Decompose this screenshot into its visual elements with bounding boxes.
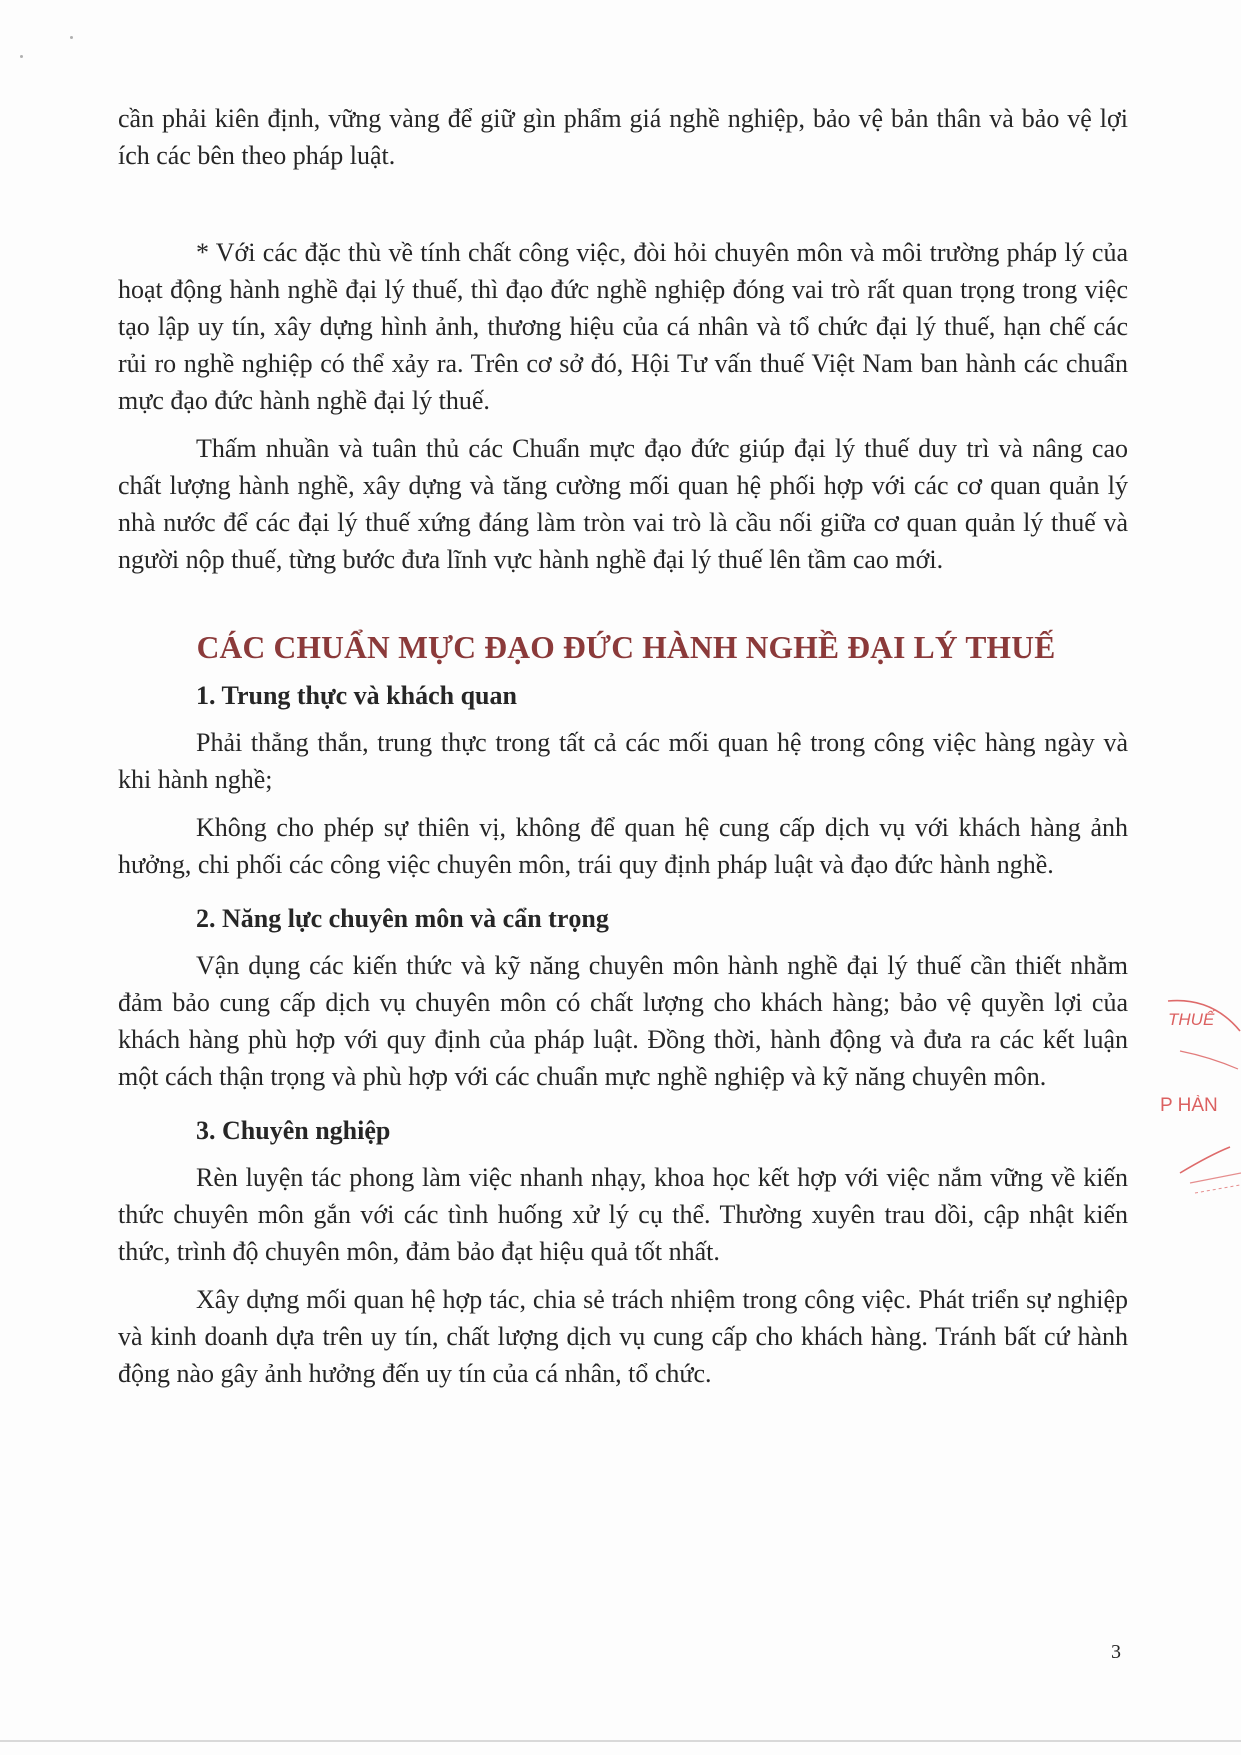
scan-speck	[20, 55, 23, 58]
section-heading-competence: 2. Năng lực chuyên môn và cẩn trọng	[196, 904, 609, 933]
red-stamp-partial	[1150, 995, 1241, 1235]
paragraph-intro-continued: cần phải kiên định, vững vàng để giữ gìn phẩm giá nghề nghiệp, bảo vệ bản thân và bảo vệ lợi ích các bên theo pháp luật.	[118, 104, 1128, 170]
page-bottom-edge	[0, 1740, 1241, 1742]
section-2-paragraph-1: Vận dụng các kiến thức và kỹ năng chuyên môn hành nghề đại lý thuế cần thiết nhằm đảm bảo cung cấp dịch vụ chuyên môn có chất lượng cho khách hàng; bảo vệ quyền lợi của khách hàng phù hợp với quy định của pháp luật. Đồng thời, hành động và đưa ra các kết luận một cách thận trọng và phù hợp với các chuẩn mực nghề nghiệp và kỹ năng chuyên môn.	[118, 951, 1128, 1091]
stamp-text-top: THUẾ	[1168, 1010, 1215, 1029]
page-content	[118, 100, 1128, 1392]
section-3-paragraph-1: Rèn luyện tác phong làm việc nhanh nhạy, khoa học kết hợp với việc nắm vững về kiến thức chuyên môn gắn với các tình huống xử lý cụ thể. Thường xuyên trau dồi, cập nhật kiến thức, trình độ chuyên môn, đảm bảo đạt hiệu quả tốt nhất.	[118, 1163, 1128, 1266]
stamp-text-mid: P HÀN	[1160, 1095, 1218, 1116]
section-1-paragraph-2: Không cho phép sự thiên vị, không để quan hệ cung cấp dịch vụ với khách hàng ảnh hưởng, chi phối các công việc chuyên môn, trái quy định pháp luật và đạo đức hành nghề.	[118, 813, 1128, 879]
paragraph-purpose: Thấm nhuần và tuân thủ các Chuẩn mực đạo đức giúp đại lý thuế duy trì và nâng cao chất lượng hành nghề, xây dựng và tăng cường mối quan hệ phối hợp với các cơ quan quản lý nhà nước để các đại lý thuế xứng đáng làm tròn vai trò là cầu nối giữa cơ quan quản lý thuế và người nộp thuế, từng bước đưa lĩnh vực hành nghề đại lý thuế lên tầm cao mới.	[118, 434, 1128, 574]
section-3-paragraph-2: Xây dựng mối quan hệ hợp tác, chia sẻ trách nhiệm trong công việc. Phát triển sự nghiệp và kinh doanh dựa trên uy tín, chất lượng dịch vụ cung cấp cho khách hàng. Tránh bất cứ hành động nào gây ảnh hưởng đến uy tín của cá nhân, tổ chức.	[118, 1285, 1128, 1388]
section-title: CÁC CHUẨN MỰC ĐẠO ĐỨC HÀNH NGHỀ ĐẠI LÝ THUẾ	[196, 630, 1056, 665]
section-heading-professionalism: 3. Chuyên nghiệp	[196, 1116, 391, 1145]
paragraph-context: * Với các đặc thù về tính chất công việc, đòi hỏi chuyên môn và môi trường pháp lý của hoạt động hành nghề đại lý thuế, thì đạo đức nghề nghiệp đóng vai trò rất quan trọng trong việc tạo lập uy tín, xây dựng hình ảnh, thương hiệu của cá nhân và tổ chức đại lý thuế, hạn chế các rủi ro nghề nghiệp có thể xảy ra. Trên cơ sở đó, Hội Tư vấn thuế Việt Nam ban hành các chuẩn mực đạo đức hành nghề đại lý thuế.	[118, 238, 1128, 415]
section-heading-honesty: 1. Trung thực và khách quan	[196, 681, 517, 710]
scan-speck	[70, 36, 73, 39]
page-number: 3	[1111, 1641, 1121, 1663]
section-1-paragraph-1: Phải thẳng thắn, trung thực trong tất cả các mối quan hệ trong công việc hàng ngày và khi hành nghề;	[118, 728, 1128, 794]
